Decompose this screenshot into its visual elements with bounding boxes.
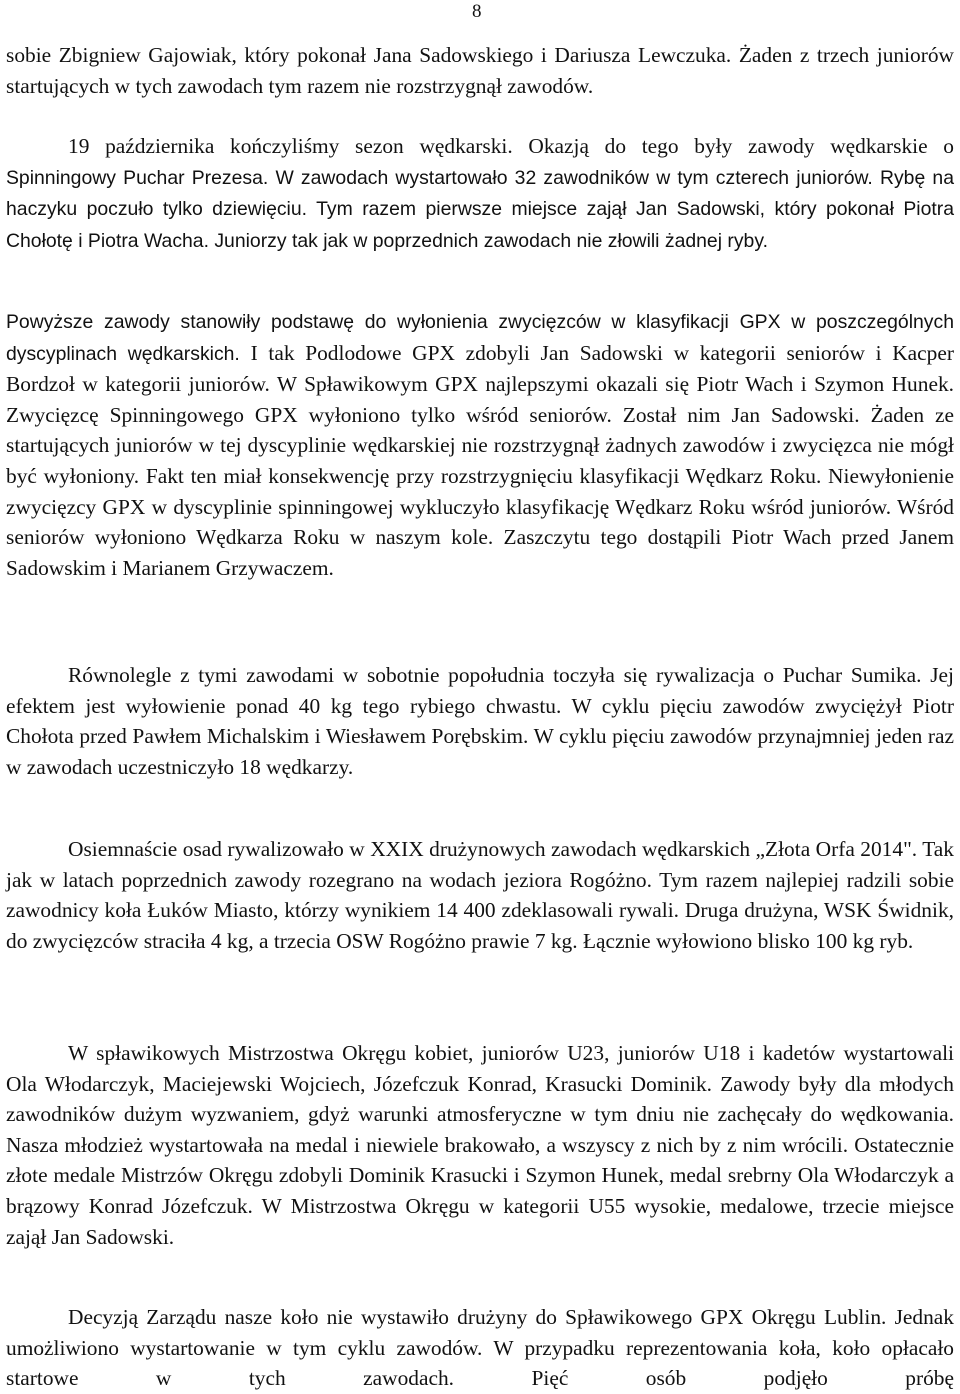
paragraph-5: Osiemnaście osad rywalizowało w XXIX drużynowych zawodach wędkarskich „Złota Orfa 2014". Tak jak w latach poprzednich zawody rozegrano na wodach jeziora Rogóżno. Tym razem najlepiej radzili sobie zawodnicy koła Łuków Miasto, którzy wynikiem 14 400 zdeklasowali rywali. Druga drużyna, WSK Świdnik, do zwycięzców straciła 4 kg, a trzecia OSW Rogóżno prawie 7 kg. Łącznie wyłowiono blisko 100 kg ryb. bbox=[6, 837, 954, 953]
paragraph-4: Równolegle z tymi zawodami w sobotnie popołudnia toczyła się rywalizacja o Puchar Sumika. Jej efektem jest wyłowienie ponad 40 kg tego rybiego chwastu. W cyklu pięciu zawodów zwyciężył Piotr Chołota przed Pawłem Michalskim i Wiesławem Porębskim. W cyklu pięciu zawodów przynajmniej jeden raz w zawodach uczestniczyło 18 wędkarzy. bbox=[6, 663, 954, 779]
paragraph-3-sans-text: Powyższe zawody stanowiły podstawę do wyłonienia zwycięzców w klasyfikacji GPX w poszczególnych dyscyplinach wędkarskich. bbox=[6, 311, 954, 365]
page-number: 8 bbox=[472, 1, 482, 22]
paragraph-1: sobie Zbigniew Gajowiak, który pokonał Jana Sadowskiego i Dariusza Lewczuka. Żaden z trzech juniorów startujących w tych zawodach tym razem nie rozstrzygnął zawodów. bbox=[6, 43, 954, 98]
paragraph-3-serif-text: I tak Podlodowe GPX zdobyli Jan Sadowski w kategorii seniorów i Kacper Bordzoł w kategorii juniorów. W Spławikowym GPX najlepszymi okazali się Piotr Wach i Szymon Hunek. Zwycięzcę Spinningowego GPX wyłoniono tylko wśród seniorów. Został nim Jan Sadowski. Żaden ze startujących juniorów w tej dyscyplinie wędkarskiej nie rozstrzygnął żadnych zawodów i zwycięzca nie mógł być wyłoniony. Fakt ten miał konsekwencję przy rozstrzygnięciu klasyfikacji Wędkarz Roku. Niewyłonienie zwycięzcy GPX w dyscyplinie spinningowej wykluczyło klasyfikację Wędkarz Roku wśród juniorów. Wśród seniorów wyłoniono Wędkarza Roku w naszym kole. Zaszczytu tego dostąpili Piotr Wach przed Janem Sadowskim i Marianem Grzywaczem. bbox=[6, 340, 954, 580]
paragraph-6: W spławikowych Mistrzostwa Okręgu kobiet, juniorów U23, juniorów U18 i kadetów wystartowali Ola Włodarczyk, Maciejewski Wojciech, Józefczuk Konrad, Krasucki Dominik. Zawody były dla młodych zawodników dużym wyzwaniem, gdyż warunki atmosferyczne w tym dniu nie zachęcały do wędkowania. Nasza młodzież wystartowała na medal i niewiele brakowało, a wszyscy z nich by z nim wrócili. Ostatecznie złote medale Mistrzów Okręgu zdobyli Dominik Krasucki i Szymon Hunek, medal srebrny Ola Włodarczyk a brązowy Konrad Józefczuk. W Mistrzostwa Okręgu w kategorii U55 wysokie, medalowe, trzecie miejsce zajął Jan Sadowski. bbox=[6, 1041, 954, 1249]
paragraph-2-sans-text: Spinningowy Puchar Prezesa. W zawodach wystartowało 32 zawodników w tym czterech juniorów. Rybę na haczyku poczuło tylko dziewięciu. Tym razem pierwsze miejsce zajął Jan Sadowski, który pokonał Piotra Chołotę i Piotra Wacha. Juniorzy tak jak w poprzednich zawodach nie złowili żadnej ryby. bbox=[6, 166, 954, 252]
paragraph-3 bbox=[6, 306, 954, 583]
paragraph-2 bbox=[6, 131, 954, 256]
paragraph-2-serif-text: 19 października kończyliśmy sezon wędkarski. Okazją do tego były zawody wędkarskie o bbox=[68, 134, 954, 158]
paragraph-7: Decyzją Zarządu nasze koło nie wystawiło drużyny do Spławikowego GPX Okręgu Lublin. Jednak umożliwiono wystartowanie w tym cyklu zawodów. W przypadku reprezentowania koła, koło opłacało startowe w tych zawodach. Pięć osób podjęło próbę bbox=[6, 1305, 954, 1391]
